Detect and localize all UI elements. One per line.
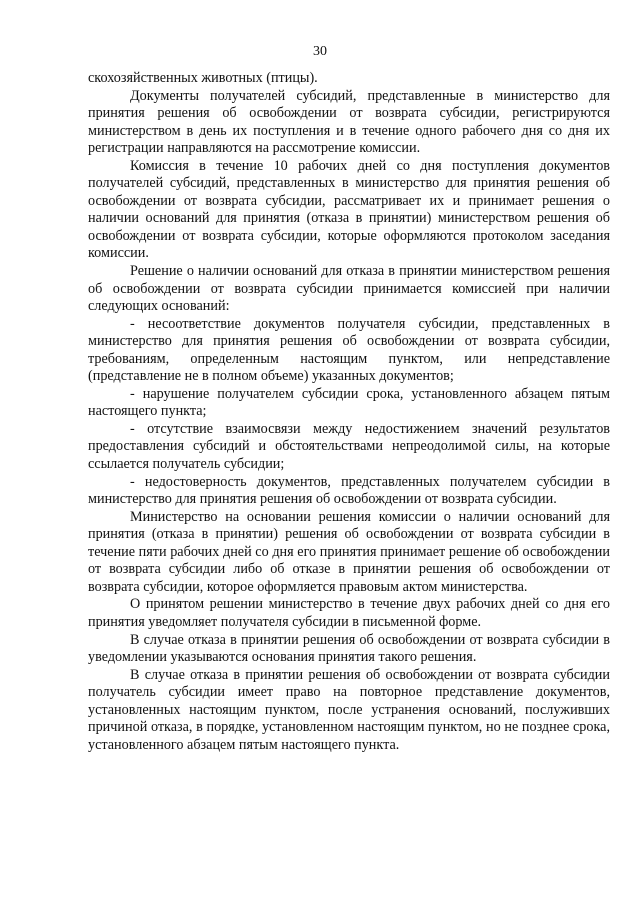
paragraph-refusal-reasons: В случае отказа в принятии решения об освобождении от возврата субсидии в уведомлении указываются основания принятия такого решения. (88, 631, 610, 666)
page-number: 30 (313, 44, 327, 59)
paragraph-notification: О принятом решении министерство в течение двух рабочих дней со дня его принятия уведомляет получателя субсидии в письменной форме. (88, 596, 610, 630)
paragraph-documents-registration: Документы получателей субсидий, представленные в министерство для принятия решения об освобождении от возврата субсидии, регистрируются министерством в день их поступления и в течение одного рабочего дня со дня их регистрации направляются на рассмотрение комиссии. (88, 87, 610, 157)
paragraph-commission-review: Комиссия в течение 10 рабочих дней со дня поступления документов получателей субсидий, представленных в министерство для принятия решения об освобождении от возврата субсидии, рассматривает их и принимает решения о наличии оснований для принятия (отказа в принятии) министерством решения об освобождении от возврата субсидии, которые оформляются протоколом заседания комиссии. (88, 157, 610, 262)
paragraph-refusal-grounds: Решение о наличии оснований для отказа в принятии министерством решения об освобождении от возврата субсидии принимается комиссией при наличии следующих оснований: (88, 263, 610, 315)
list-item-noncompliance: - несоответствие документов получателя субсидии, представленных в министерство для принятия решения об освобождении от возврата субсидии, требованиям, определенным настоящим пунктом, или непредставление (представление не в полном объеме) указанных документов; (88, 315, 610, 385)
list-item-no-causal-link: - отсутствие взаимосвязи между недостижением значений результатов предоставления субсидий и обстоятельствами непреодолимой силы, на которые ссылается получатель субсидии; (88, 420, 610, 473)
list-item-unreliable-documents: - недостоверность документов, представленных получателем субсидии в министерство для принятия решения об освобождении от возврата субсидии. (88, 473, 610, 508)
paragraph-resubmission: В случае отказа в принятии решения об освобождении от возврата субсидии получатель субсидии имеет право на повторное представление документов, установленных настоящим пунктом, после устранения оснований, послуживших причиной отказа, в порядке, установленном настоящим пунктом, но не позднее срока, установленного абзацем пятым настоящего пункта. (88, 666, 610, 753)
paragraph-continuation: скохозяйственных животных (птицы). (88, 70, 318, 86)
document-body (88, 70, 610, 754)
paragraph-ministry-decision: Министерство на основании решения комиссии о наличии оснований для принятия (отказа в принятии) решения об освобождении от возврата субсидии в течение пяти рабочих дней со дня его принятия принимает решение об освобождении от возврата субсидии либо об отказе в принятии решения об освобождении от возврата субсидии, которое оформляется правовым актом министерства. (88, 508, 610, 595)
list-item-deadline-violation: - нарушение получателем субсидии срока, установленного абзацем пятым настоящего пункта; (88, 385, 610, 420)
